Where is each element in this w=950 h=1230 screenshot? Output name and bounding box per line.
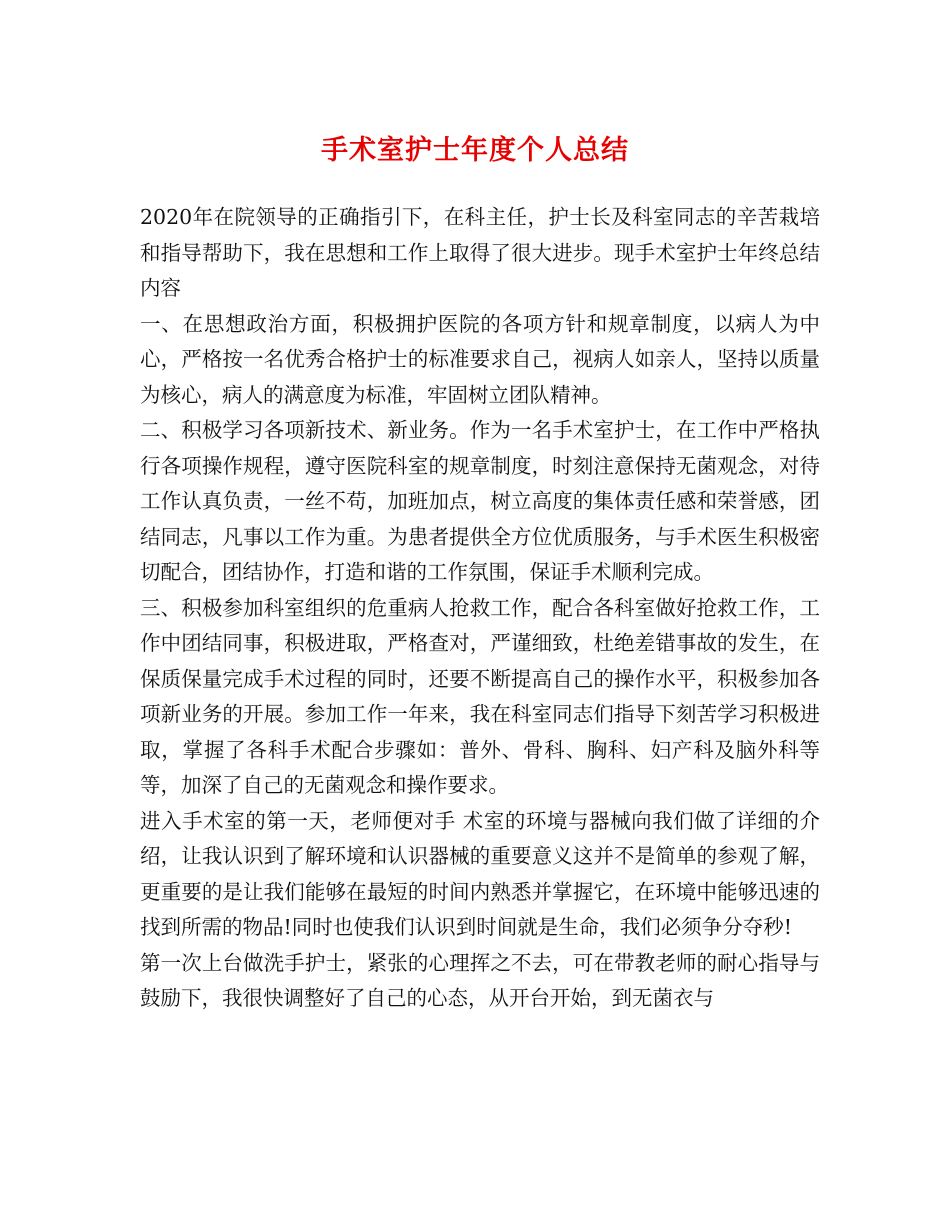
document-body <box>140 200 820 1017</box>
paragraph-section-1: 一、在思想政治方面，积极拥护医院的各项方针和规章制度，以病人为中心，严格按一名优秀合格护士的标准要求自己，视病人如亲人，坚持以质量为核心，病人的满意度为标准，牢固树立团队精神。 <box>140 311 820 407</box>
document-title: 手术室护士年度个人总结 <box>321 135 629 166</box>
paragraph-first-surgery: 第一次上台做洗手护士，紧张的心理挥之不去，可在带教老师的耐心指导与鼓励下，我很快调整好了自己的心态，从开台开始，到无菌衣与 <box>140 950 820 1010</box>
paragraph-section-3: 三、积极参加科室组织的危重病人抢救工作，配合各科室做好抢救工作，工作中团结同事，积极进取，严格查对，严谨细致，杜绝差错事故的发生，在保质保量完成手术过程的同时，还要不断提高自己的操作水平，积极参加各项新业务的开展。参加工作一年来，我在科室同志们指导下刻苦学习积极进取，掌握了各科手术配合步骤如：普外、骨科、胸科、妇产科及脑外科等等，加深了自己的无菌观念和操作要求。 <box>140 595 820 797</box>
paragraph-intro: 2020年在院领导的正确指引下，在科主任，护士长及科室同志的辛苦栽培和指导帮助下，我在思想和工作上取得了很大进步。现手术室护士年终总结内容 <box>140 205 820 300</box>
paragraph-section-2: 二、积极学习各项新技术、新业务。作为一名手术室护士，在工作中严格执行各项操作规程，遵守医院科室的规章制度，时刻注意保持无菌观念，对待工作认真负责，一丝不苟，加班加点，树立高度的集体责任感和荣誉感，团结同志，凡事以工作为重。为患者提供全方位优质服务，与手术医生积极密切配合，团结协作，打造和谐的工作氛围，保证手术顺利完成。 <box>140 418 820 584</box>
paragraph-first-day: 进入手术室的第一天，老师便对手 术室的环境与器械向我们做了详细的介绍，让我认识到了解环境和认识器械的重要意义这并不是简单的参观了解，更重要的是让我们能够在最短的时间内熟悉并掌握它，在环境中能够迅速的找到所需的物品!同时也使我们认识到时间就是生命，我们必须争分夺秒! <box>140 808 820 939</box>
